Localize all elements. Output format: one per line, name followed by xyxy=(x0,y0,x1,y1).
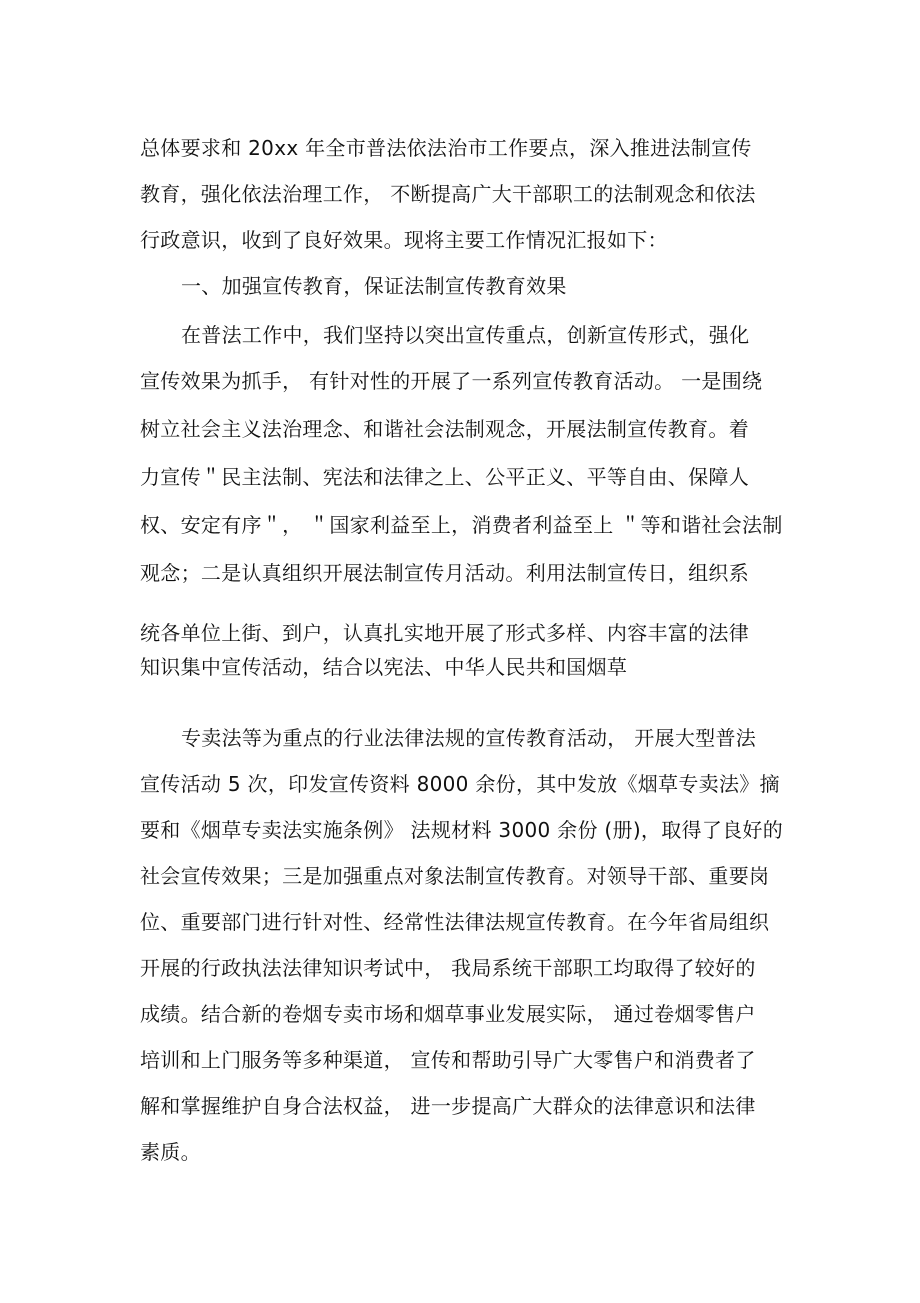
paragraph-one-line-2: 宣传效果为抓手， 有针对性的开展了一系列宣传教育活动。 一是围绕 xyxy=(140,369,763,393)
intro-line-3: 行政意识，收到了良好效果。现将主要工作情况汇报如下： xyxy=(140,228,668,252)
paragraph-two-line-4: 社会宣传效果；三是加强重点对象法制宣传教育。对领导干部、重要岗 xyxy=(140,864,770,888)
paragraph-one-line-8: 知识集中宣传活动，结合以宪法、中华人民共和国烟草 xyxy=(140,655,628,679)
paragraph-one-line-5: 权、安定有序＂， ＂国家利益至上，消费者利益至上 ＂等和谐社会法制 xyxy=(140,513,783,537)
paragraph-two-line-8: 培训和上门服务等多种渠道， 宣传和帮助引导广大零售户和消费者了 xyxy=(140,1048,756,1072)
paragraph-one-line-6: 观念；二是认真组织开展法制宣传月活动。利用法制宣传日，组织系 xyxy=(140,561,749,585)
paragraph-two-line-1: 专卖法等为重点的行业法律法规的宣传教育活动， 开展大型普法 xyxy=(181,726,757,750)
paragraph-two-line-3: 要和《烟草专卖法实施条例》 法规材料 3000 余份 (册)，取得了良好的 xyxy=(140,818,784,842)
paragraph-two-line-7: 成绩。结合新的卷烟专卖市场和烟草事业发展实际， 通过卷烟零售户 xyxy=(140,1002,756,1026)
paragraph-two-line-5: 位、重要部门进行针对性、经常性法律法规宣传教育。在今年省局组织 xyxy=(140,910,770,934)
paragraph-one-line-4: 力宣传＂民主法制、宪法和法律之上、公平正义、平等自由、保障人 xyxy=(140,465,749,489)
section-heading: 一、加强宣传教育，保证法制宣传教育效果 xyxy=(181,274,567,298)
intro-line-1: 总体要求和 20xx 年全市普法依法治市工作要点，深入推进法制宣传 xyxy=(140,136,752,160)
paragraph-two-line-2: 宣传活动 5 次，印发宣传资料 8000 余份，其中发放《烟草专卖法》摘 xyxy=(140,772,780,796)
paragraph-two-line-10: 素质。 xyxy=(140,1140,201,1164)
paragraph-two-line-9: 解和掌握维护自身合法权益， 进一步提高广大群众的法律意识和法律 xyxy=(140,1094,756,1118)
paragraph-one-line-7: 统各单位上街、到户，认真扎实地开展了形式多样、内容丰富的法律 xyxy=(140,621,749,645)
intro-line-2: 教育，强化依法治理工作， 不断提高广大干部职工的法制观念和依法 xyxy=(140,182,756,206)
paragraph-one-line-1: 在普法工作中，我们坚持以突出宣传重点，创新宣传形式，强化 xyxy=(181,323,750,347)
paragraph-one-line-3: 树立社会主义法治理念、和谐社会法制观念，开展法制宣传教育。着 xyxy=(140,417,749,441)
paragraph-two-line-6: 开展的行政执法法律知识考试中， 我局系统干部职工均取得了较好的 xyxy=(140,956,756,980)
